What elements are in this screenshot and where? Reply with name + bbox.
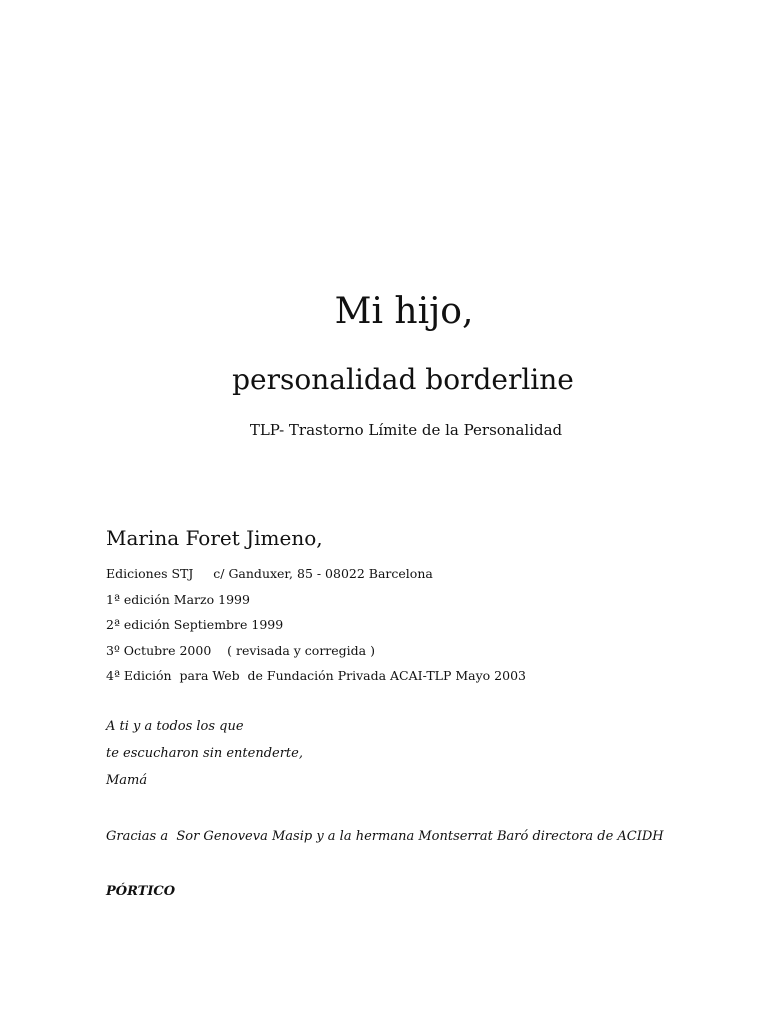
dedication bbox=[106, 717, 303, 798]
section-heading: PÓRTICO bbox=[106, 884, 176, 899]
edition-line-fourth: 4ª Edición para Web de Fundación Privada ACAI-TLP Mayo 2003 bbox=[106, 668, 526, 683]
acknowledgement: Gracias a Sor Genoveva Masip y a la hermana Montserrat Baró directora de ACIDH bbox=[106, 829, 664, 844]
document-subtitle: personalidad borderline bbox=[232, 363, 574, 396]
document-tagline: TLP- Trastorno Límite de la Personalidad bbox=[249, 421, 563, 439]
edition-line-publisher: Ediciones STJ c/ Ganduxer, 85 - 08022 Barcelona bbox=[106, 566, 433, 581]
document-title: Mi hijo, bbox=[334, 291, 474, 332]
dedication-line: A ti y a todos los que bbox=[106, 719, 244, 734]
edition-line-third: 3º Octubre 2000 ( revisada y corregida ) bbox=[106, 642, 375, 658]
edition-line-second: 2ª edición Septiembre 1999 bbox=[106, 617, 284, 632]
edition-line-first: 1ª edición Marzo 1999 bbox=[106, 591, 250, 607]
edition-list bbox=[106, 564, 526, 692]
author-name: Marina Foret Jimeno, bbox=[106, 526, 323, 550]
dedication-signature: Mamá bbox=[106, 773, 148, 788]
dedication-line: te escucharon sin entenderte, bbox=[106, 746, 303, 761]
